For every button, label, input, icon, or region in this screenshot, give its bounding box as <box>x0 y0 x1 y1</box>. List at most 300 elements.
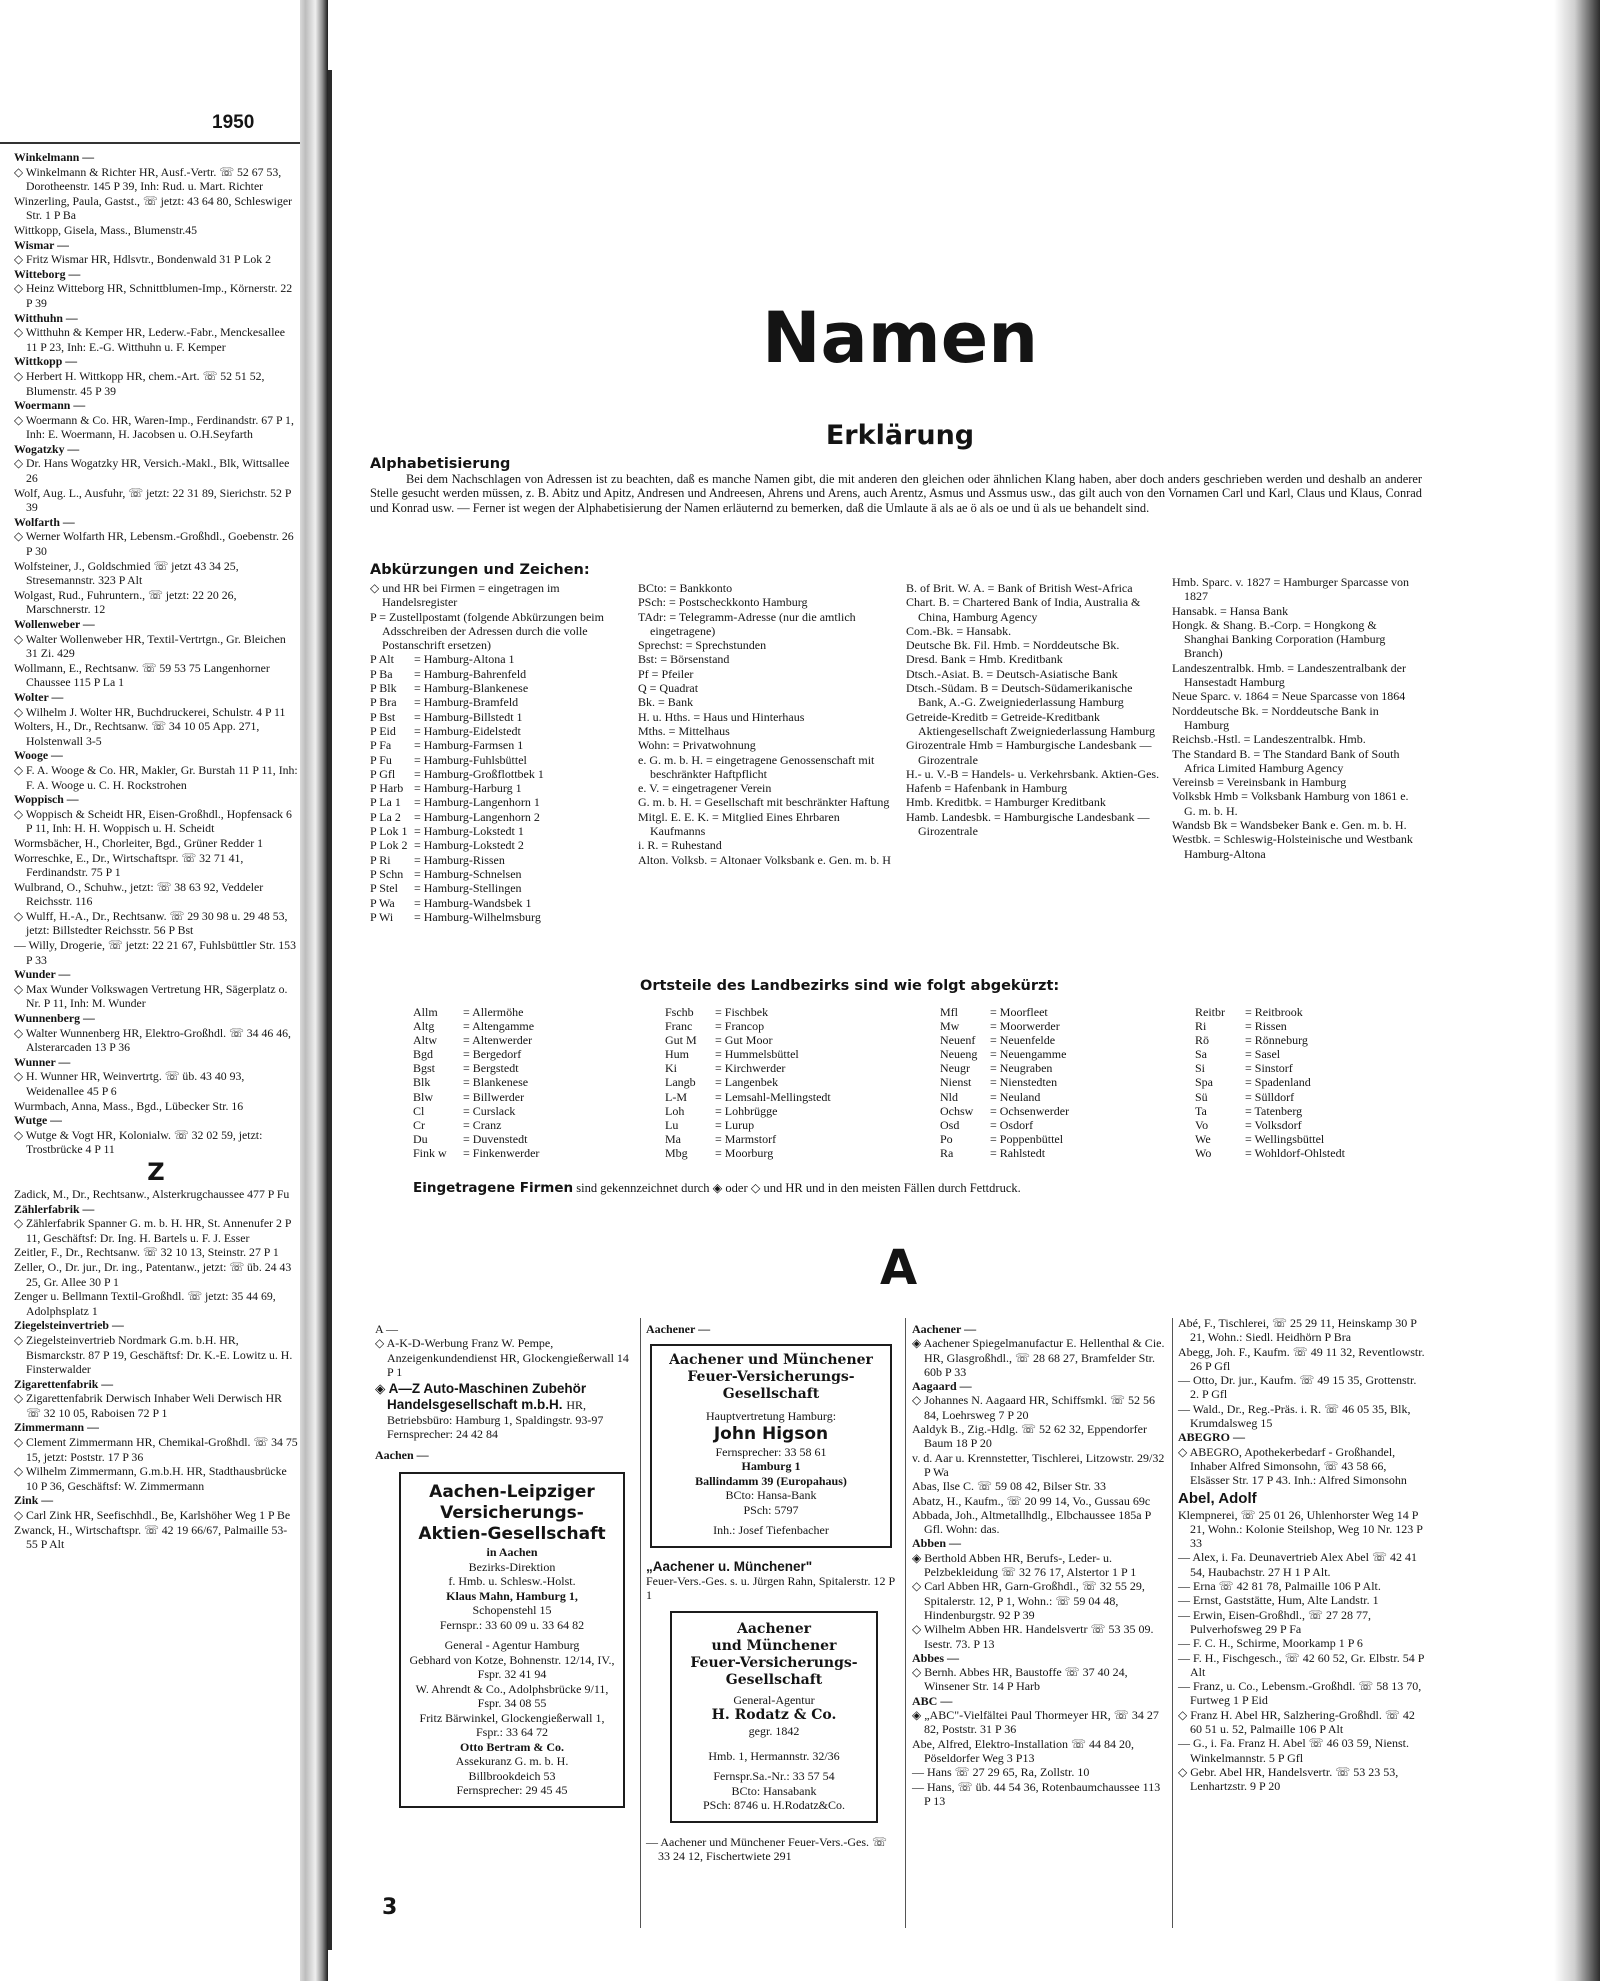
abbr-value: = Bergstedt <box>463 1061 519 1076</box>
directory-entry: Winzerling, Paula, Gastst., ☏ jetzt: 43 64 80, Schleswiger Str. 1 P Ba <box>14 193 293 223</box>
abbr-value: = Gut Moor <box>715 1033 773 1048</box>
directory-entry: Wooge — <box>14 748 63 763</box>
directory-entry: ◇ Walter Wollenweber HR, Textil-Vertrtgn., Gr. Bleichen 31 Zi. 429 <box>14 631 286 661</box>
ort-entry <box>665 1047 905 1061</box>
directory-entry: Abe, Alfred, Elektro-Installation ☏ 44 84 20, Pöseldorfer Weg 3 P13 <box>912 1736 1134 1765</box>
abbr-entry <box>370 853 628 867</box>
abbr-value: = Hamburg-Rissen <box>414 852 505 867</box>
left-page <box>0 0 300 1981</box>
year-header: 1950 <box>212 112 255 133</box>
ad-r-l8: Hmb. 1, Hermannstr. 32/36 <box>708 1748 840 1763</box>
abbr-key: We <box>1195 1131 1211 1146</box>
directory-entry: ◇ Woermann & Co. HR, Waren-Imp., Ferdinandstr. 67 P 1, Inh: E. Woermann, H. Jacobsen u. O.H.Seyfarth <box>14 412 294 442</box>
ad-h-l4: Hauptvertretung Hamburg: <box>705 1409 837 1424</box>
abbr-entry: Wandsb Bk = Wandsbeker Bank e. Gen. m. b. H. <box>1172 818 1407 833</box>
directory-entry: Wurmbach, Anna, Mass., Bgd., Lübecker Str. 16 <box>14 1098 244 1113</box>
abbr-entry: The Standard B. = The Standard Bank of South Africa Limited Hamburg Agency <box>1172 746 1400 775</box>
abbr-key: P Wa <box>370 895 395 910</box>
abbr-value: = Cranz <box>463 1117 502 1132</box>
ort-entry <box>1195 1118 1435 1132</box>
directory-entry: ◇ Winkelmann & Richter HR, Ausf.-Vertr. ☏ 52 67 53, Dorotheenstr. 145 P 39, Inh: Rud. u. Mart. Richter <box>14 164 282 194</box>
abbr-value: = Hamburg-Lokstedt 1 <box>414 824 524 839</box>
abbr-entry <box>370 867 628 881</box>
abbr-value: = Hamburg-Blankenese <box>414 681 529 696</box>
abbr-key: P Alt <box>370 652 394 667</box>
directory-entry: ◇ Carl Abben HR, Garn-Großhdl., ☏ 32 55 29, Spitalerstr. 12, P 1, Wohn.: ☏ 59 04 48, Hindenburgstr. 92 P 39 <box>912 1579 1145 1622</box>
abbr-value: = Tatenberg <box>1245 1103 1303 1118</box>
directory-entry: Wollmann, E., Rechtsanw. ☏ 59 53 75 Langenhorner Chaussee 115 P La 1 <box>14 660 270 690</box>
abbr-value: = Sinstorf <box>1245 1061 1293 1076</box>
aachen-heading: Aachen — <box>375 1447 429 1462</box>
ad-h-l1: Aachener und Münchener <box>669 1352 873 1369</box>
page-number: 3 <box>382 1895 398 1920</box>
ort-entry <box>1195 1005 1435 1019</box>
ort-entry <box>413 1075 613 1089</box>
directory-entry: Wolf, Aug. L., Ausfuhr, ☏ jetzt: 22 31 89, Sierichstr. 52 P 39 <box>14 485 291 515</box>
ort-entry <box>940 1118 1170 1132</box>
ad-al-l8: Schopenstehl 15 <box>472 1603 552 1618</box>
ad-r-l9: Fernspr.Sa.-Nr.: 33 57 54 <box>713 1769 835 1784</box>
z-entries-list <box>14 1187 298 1552</box>
abbr-entry <box>370 667 628 681</box>
ort-entry <box>665 1061 905 1075</box>
directory-entry: — Franz, u. Co., Lebensm.-Großhdl. ☏ 58 13 70, Furtweg 1 P Eid <box>1178 1679 1422 1708</box>
abbr-entry: Hamb. Landesbk. = Hamburgische Landesbank — Girozentrale <box>906 809 1150 839</box>
ad-al-l4: in Aachen <box>486 1545 538 1560</box>
aachener-muenchener-entry <box>646 1560 900 1603</box>
column-divider-2 <box>905 1318 906 1928</box>
directory-entry: Zigarettenfabrik — <box>14 1376 114 1391</box>
directory-entry: ◇ Dr. Hans Wogatzky HR, Versich.-Makl., Blk, Wittsallee 26 <box>14 456 290 486</box>
abbr-entry: Wohn: = Privatwohnung <box>638 738 756 753</box>
ad-r-l6: H. Rodatz & Co. <box>711 1707 837 1724</box>
abbr-entry: Hmb. Sparc. v. 1827 = Hamburger Sparcasse von 1827 <box>1172 575 1410 604</box>
ad-al-l9: Fernspr.: 33 60 09 u. 33 64 82 <box>439 1617 585 1632</box>
abbr-value: = Rahlstedt <box>990 1145 1046 1160</box>
abbr-entry: e. V. = eingetragener Verein <box>638 781 772 796</box>
ad-r-l3: Feuer-Versicherungs- <box>690 1654 858 1671</box>
ad-h-l2: Feuer-Versicherungs- <box>687 1369 855 1386</box>
abbr-entry: B. of Brit. W. A. = Bank of British West-Africa <box>906 581 1133 595</box>
ort-heading: Ortsteile des Landbezirks sind wie folgt abgekürzt: <box>640 978 1060 994</box>
abbr-value: = Billwerder <box>463 1089 525 1104</box>
directory-entry: ◇ F. A. Wooge & Co. HR, Makler, Gr. Burstah 11 P 11, Inh: F. A. Wooge u. C. H. Rockstrohen <box>14 762 298 792</box>
abbr-key: P Lok 2 <box>370 838 408 853</box>
abbr-entry: H.- u. V.-B = Handels- u. Verkehrsbank. Aktien-Ges. <box>906 766 1160 781</box>
abbr-entry <box>370 652 628 666</box>
abbr-value: = Wellingsbüttel <box>1245 1131 1325 1146</box>
directory-entry: — F. H., Fischgesch., ☏ 42 60 52, Gr. Elbstr. 54 P Alt <box>1178 1650 1424 1679</box>
ort-entry <box>1195 1033 1435 1047</box>
ad-h-l3: Gesellschaft <box>722 1386 820 1403</box>
directory-entry: Witthuhn — <box>14 310 78 325</box>
abbr-value: = Langenbek <box>715 1075 779 1090</box>
ort-entry <box>940 1061 1170 1075</box>
ort-entry <box>1195 1104 1435 1118</box>
a-column-3 <box>912 1322 1167 1808</box>
header-rule <box>0 142 300 144</box>
abbr-key: Fink w <box>413 1145 447 1160</box>
directory-entry: Aagaard — <box>912 1379 972 1394</box>
directory-entry: Abbada, Joh., Altmetallhdlg., Elbchaussee 185a P Gfl. Wohn: das. <box>912 1507 1151 1537</box>
ort-column-2 <box>665 1005 905 1160</box>
directory-entry: Zeitler, F., Dr., Rechtsanw. ☏ 32 10 13, Steinstr. 27 P 1 <box>14 1245 279 1260</box>
directory-entry: ◇ Wulff, H.-A., Dr., Rechtsanw. ☏ 29 30 98 u. 29 48 53, jetzt: Billstedter Reichsstr. 56 P Bst <box>14 908 288 938</box>
abbr-entry: Chart. B. = Chartered Bank of India, Australia & China, Hamburg Agency <box>906 595 1141 624</box>
abbr-value: = Moorburg <box>715 1145 774 1160</box>
ort-entry <box>413 1132 613 1146</box>
abbr-value: = Ochsenwerder <box>990 1103 1070 1118</box>
abbr-key: Ki <box>665 1061 677 1076</box>
az-auto-firm <box>375 1381 633 1413</box>
abbr-value: = Kirchwerder <box>715 1061 786 1076</box>
abbr-key: P Eid <box>370 723 396 738</box>
abbr-key: Wo <box>1195 1145 1212 1160</box>
directory-entry: Zimmermann — <box>14 1420 99 1435</box>
abbr-value: = Wohldorf-Ohlstedt <box>1245 1145 1345 1160</box>
abbr-key: Loh <box>665 1103 685 1118</box>
abbr-entry <box>370 767 628 781</box>
az-auto-firm-hr: HR, <box>566 1398 586 1413</box>
abbr-entry <box>370 738 628 752</box>
directory-entry: — Erwin, Eisen-Großhdl., ☏ 27 28 77, Pulverhofsweg 29 P Fa <box>1178 1607 1371 1636</box>
abbr-value: = Curslack <box>463 1103 516 1118</box>
abbr-value: = Hamburg-Altona 1 <box>414 652 515 667</box>
abbr-value: = Hamburg-Langenhorn 1 <box>414 795 540 810</box>
az-auto-firm-name: ◈ A—Z Auto-Maschinen Zubehör Handelsgesellschaft m.b.H. <box>375 1381 587 1413</box>
aachener-muenchener-rest: Feuer-Vers.-Ges. s. u. Jürgen Rahn, Spitalerstr. 12 P 1 <box>646 1574 895 1603</box>
abbr-key: Osd <box>940 1117 960 1132</box>
directory-entry: ◇ ABEGRO, Apothekerbedarf - Großhandel, Inhaber Alfred Simonsohn, ☏ 43 58 66, Elsässer Str. 17 P 43. Inh.: Alfred Simonsohn <box>1178 1444 1407 1488</box>
a-column-2 <box>646 1322 900 1863</box>
abbr-key: Allm <box>413 1005 438 1019</box>
abbr-key: Cr <box>413 1117 425 1132</box>
ort-entry <box>665 1146 905 1160</box>
abbr-entry: Dresd. Bank = Hmb. Kreditbank <box>906 652 1063 667</box>
spine-shadow <box>328 70 332 1950</box>
directory-entry: Ziegelsteinvertrieb — <box>14 1318 124 1333</box>
abbr-key: P La 1 <box>370 795 401 810</box>
abbr-value: = Hamburg-Stellingen <box>414 881 522 896</box>
ort-entry <box>1195 1019 1435 1033</box>
abbr-value: = Hamburg-Farmsen 1 <box>414 738 524 753</box>
abbr-key: Nld <box>940 1089 958 1104</box>
abbr-value: = Reitbrook <box>1245 1005 1303 1019</box>
directory-entry: Zenger u. Bellmann Textil-Großhdl. ☏ jetzt: 35 44 69, Adolphsplatz 1 <box>14 1289 276 1318</box>
abbr-value: = Hamburg-Bahrenfeld <box>414 666 527 681</box>
directory-entry: — Wald., Dr., Reg.-Präs. i. R. ☏ 46 05 35, Blk, Krumdalsweg 15 <box>1178 1401 1411 1431</box>
directory-entry: Wutge — <box>14 1113 62 1128</box>
section-letter-a: A <box>880 1240 918 1296</box>
abbr-key: Bgst <box>413 1061 436 1076</box>
ad-h-l5: John Higson <box>713 1423 829 1444</box>
ad-al-l17: Fernsprecher: 29 45 45 <box>456 1783 568 1798</box>
ad-al-l6: f. Hmb. u. Schlesw.-Holst. <box>448 1574 576 1589</box>
book-spine <box>300 0 328 1981</box>
colD-entries-a <box>1178 1316 1428 1488</box>
abbr-value: = Nienstedten <box>990 1075 1058 1090</box>
ad-al-l7: Klaus Mahn, Hamburg 1, <box>446 1588 578 1603</box>
ort-entry <box>940 1146 1170 1160</box>
directory-entry: Wunner — <box>14 1054 71 1069</box>
abbr-key: Bgd <box>413 1047 434 1062</box>
abbr-entry: Landeszentralbk. Hmb. = Landeszentralbank der Hansestadt Hamburg <box>1172 660 1407 690</box>
directory-entry: ◇ Max Wunder Volkswagen Vertretung HR, Sägerplatz o. Nr. P 11, Inh: M. Wunder <box>14 981 288 1011</box>
directory-entry: Zählerfabrik — <box>14 1201 95 1216</box>
ort-entry <box>665 1118 905 1132</box>
left-entries-column <box>14 150 298 1552</box>
aachener-muenchener-bold: „Aachener u. Münchener" <box>646 1558 813 1574</box>
directory-entry: ◇ Wutge & Vogt HR, Kolonialw. ☏ 32 02 59, jetzt: Trostbrücke 4 P 11 <box>14 1127 263 1157</box>
ort-column-1 <box>413 1005 613 1160</box>
abbr-key: Nienst <box>940 1075 972 1090</box>
abbr-value: = Hamburg-Billstedt 1 <box>414 709 523 724</box>
abbr-entry <box>370 695 628 709</box>
firms-note-bold: Eingetragene Firmen <box>413 1180 574 1196</box>
abbr-value: = Volksdorf <box>1245 1117 1302 1132</box>
colD-entries-b <box>1178 1508 1428 1794</box>
ort-entry <box>413 1090 613 1104</box>
abbr-entry: G. m. b. H. = Gesellschaft mit beschränkter Haftung <box>638 795 890 810</box>
abbr-key: P Blk <box>370 681 397 696</box>
ort-entry <box>940 1132 1170 1146</box>
directory-entry: — Erna ☏ 42 81 78, Palmaille 106 P Alt. <box>1178 1579 1381 1594</box>
directory-entry: Zeller, O., Dr. jur., Dr. ing., Patentanw., jetzt: ☏ üb. 24 43 25, Gr. Allee 30 P 1 <box>14 1259 292 1289</box>
a-column-1 <box>375 1322 633 1808</box>
abbr-value: = Hamburg-Schnelsen <box>414 866 522 881</box>
abbr-value: = Hamburg-Großflottbek 1 <box>414 766 544 781</box>
directory-entry: Wittkopp, Gisela, Mass., Blumenstr.45 <box>14 222 198 237</box>
directory-entry: ◈ Aachener Spiegelmanufactur E. Hellenthal & Cie. HR, Glasgroßhdl., ☏ 28 68 27, Bramfelder Str. 60b P 33 <box>912 1336 1165 1379</box>
aachener-feuer-entry: — Aachener und Münchener Feuer-Vers.-Ges. ☏ 33 24 12, Fischertwiete 291 <box>646 1834 888 1863</box>
abbr-value: = Hummelsbüttel <box>715 1047 799 1062</box>
abbr-entry: Pf = Pfeiler <box>638 666 694 681</box>
a-column-4 <box>1178 1316 1428 1794</box>
directory-entry: — G., i. Fa. Franz H. Abel ☏ 46 03 59, Nienst. Winkelmannstr. 5 P Gfl <box>1178 1736 1409 1765</box>
abbr-value: = Sasel <box>1245 1047 1281 1062</box>
column-divider-1 <box>640 1318 641 1928</box>
directory-entry: Wogatzky — <box>14 441 80 456</box>
ad-al-l15: Assekuranz G. m. b. H. <box>455 1754 569 1769</box>
abbr-entry <box>370 810 628 824</box>
abbr-column-2 <box>638 581 896 867</box>
abbr-key: Lu <box>665 1117 679 1132</box>
abbr-key: Mbg <box>665 1145 688 1160</box>
directory-entry: ◇ Johannes N. Aagaard HR, Schiffsmkl. ☏ 52 56 84, Loehrsweg 7 P 20 <box>912 1393 1155 1422</box>
directory-entry: — Otto, Dr. jur., Kaufm. ☏ 49 15 35, Grottenstr. 2. P Gfl <box>1178 1373 1417 1402</box>
abbr-key: P Fa <box>370 738 392 753</box>
abbr-value: = Osdorf <box>990 1117 1034 1132</box>
abbr-value: = Bergedorf <box>463 1047 522 1062</box>
abbr-key: P Lok 1 <box>370 824 408 839</box>
abbr-value: = Hamburg-Eidelstedt <box>414 723 521 738</box>
directory-entry: ◇ Franz H. Abel HR, Salzhering-Großhdl. ☏ 42 60 51 u. 52, Palmaille 106 P Alt <box>1178 1707 1415 1737</box>
abbr-key: Ma <box>665 1131 681 1146</box>
ort-entry <box>413 1005 613 1019</box>
directory-entry: — Alex, i. Fa. Deunavertrieb Alex Abel ☏ 42 41 54, Haubachstr. 27 H 1 P Alt. <box>1178 1550 1417 1579</box>
abbr-column-3 <box>906 581 1162 838</box>
ad-r-l7: gegr. 1842 <box>748 1724 800 1739</box>
ort-column-3 <box>940 1005 1170 1160</box>
ort-entry <box>1195 1146 1435 1160</box>
abbr-value: = Francop <box>715 1019 765 1034</box>
directory-entry: ◇ Wilhelm Abben HR. Handelsvertr ☏ 53 35 09. Isestr. 73. P 13 <box>912 1622 1154 1651</box>
ad-al-l14: Otto Bertram & Co. <box>460 1739 564 1754</box>
abbr-key: Neueng <box>940 1047 978 1062</box>
directory-entry: ◇ Woppisch & Scheidt HR, Eisen-Großhdl., Hopfensack 6 P 11, Inh: H. H. Woppisch u. H. Scheidt <box>14 806 292 836</box>
abbr-key: Sü <box>1195 1089 1208 1104</box>
abbr-entry <box>370 753 628 767</box>
abbr-entry: Dtsch.-Asiat. B. = Deutsch-Asiatische Bank <box>906 666 1118 681</box>
abbr-key: Reitbr <box>1195 1005 1225 1019</box>
abbr-key: Gut M <box>665 1033 697 1048</box>
ad-h-l9: BCto: Hansa-Bank <box>725 1488 817 1503</box>
page-subtitle: Erklärung <box>825 420 975 451</box>
ort-entry <box>665 1005 905 1019</box>
ort-entry <box>665 1132 905 1146</box>
directory-entry: Wollenweber — <box>14 617 95 631</box>
abbr-key: Vo <box>1195 1117 1209 1132</box>
abbr-entry: ◇ und HR bei Firmen = eingetragen im Handelsregister <box>370 581 560 610</box>
directory-entry: Wismar — <box>14 237 69 252</box>
directory-entry: Witteborg — <box>14 266 81 281</box>
ort-entry <box>1195 1075 1435 1089</box>
directory-entry: Abatz, H., Kaufm., ☏ 20 99 14, Vo., Gussau 69c <box>912 1493 1151 1508</box>
abbr-column-1 <box>370 581 628 924</box>
abbr-key: Fschb <box>665 1005 694 1019</box>
abbr-value: = Altenwerder <box>463 1033 533 1048</box>
abbr-key: P Fu <box>370 752 392 767</box>
firms-note <box>413 1180 1423 1196</box>
ort-entry <box>665 1075 905 1089</box>
abbr-key: P Stel <box>370 881 398 896</box>
abbr-value: = Neuenfelde <box>990 1033 1056 1048</box>
ad-al-l11: Gebhard von Kotze, Bohnenstr. 12/14, IV., Fspr. 32 41 94 <box>409 1652 615 1682</box>
abbr-value: = Hamburg-Wilhelmsburg <box>414 909 541 924</box>
abbr-key: P Schn <box>370 866 404 881</box>
abbr-value: = Hamburg-Bramfeld <box>414 695 519 710</box>
directory-entry: ◇ Carl Zink HR, Seefischhdl., Be, Karlshöher Weg 1 P Be <box>14 1508 291 1523</box>
abbr-value: = Neugraben <box>990 1061 1053 1076</box>
directory-entry: Wittkopp — <box>14 354 78 369</box>
abbr-entry: Sprechst: = Sprechstunden <box>638 638 767 653</box>
abbr-key: Neuenf <box>940 1033 976 1048</box>
ort-entry <box>413 1146 613 1160</box>
ort-entry <box>665 1019 905 1033</box>
ad-al-l13: Fritz Bärwinkel, Glockengießerwall 1, Fspr.: 33 64 72 <box>419 1710 605 1740</box>
ort-entry <box>665 1090 905 1104</box>
directory-entry: ◇ A-K-D-Werbung Franz W. Pempe, Anzeigenkundendienst HR, Glockengießerwall 14 P 1 <box>375 1336 629 1379</box>
abbr-entry: Hansabk. = Hansa Bank <box>1172 603 1289 618</box>
ad-h-l10: PSch: 5797 <box>743 1502 799 1517</box>
section-letter-z: Z <box>147 1157 165 1186</box>
directory-entry: Aachener — <box>912 1322 977 1336</box>
abbr-key: P Ba <box>370 666 393 681</box>
directory-entry: ◇ Zigarettenfabrik Derwisch Inhaber Weli Derwisch HR ☏ 32 10 05, Raboisen 72 P 1 <box>14 1391 282 1420</box>
abel-adolf-heading: Abel, Adolf <box>1178 1489 1257 1507</box>
directory-entry: Abé, F., Tischlerei, ☏ 25 29 11, Heinskamp 30 P 21, Wohn.: Siedl. Heidhörn P Bra <box>1178 1316 1417 1345</box>
directory-entry: ABEGRO — <box>1178 1430 1246 1445</box>
abbr-entry <box>370 838 628 852</box>
abbr-value: = Altengamme <box>463 1019 535 1034</box>
abbr-entry <box>370 881 628 895</box>
abbr-key: Spa <box>1195 1075 1213 1090</box>
abbr-heading: Abkürzungen und Zeichen: <box>370 562 590 578</box>
abbr-entry: Westbk. = Schleswig-Holsteinische und Westbank Hamburg-Altona <box>1172 832 1413 861</box>
directory-entry: ◇ Wilhelm Zimmermann, G.m.b.H. HR, Stadthausbrücke 10 P 36, Geschäftsf: W. Zimmermann <box>14 1464 287 1493</box>
ort-entry <box>413 1118 613 1132</box>
ort-entry <box>413 1033 613 1047</box>
directory-entry: Woppisch — <box>14 792 79 807</box>
ad-al-l16: Billbrookdeich 53 <box>468 1768 556 1783</box>
ad-r-l10: BCto: Hansabank <box>731 1783 817 1798</box>
abbr-key: Po <box>940 1131 953 1146</box>
abbr-key: Altg <box>413 1019 435 1034</box>
directory-entry: — Hans ☏ 27 29 65, Ra, Zollstr. 10 <box>912 1765 1090 1780</box>
abbr-entry: Com.-Bk. = Hansabk. <box>906 623 1012 638</box>
ad-al-l10: General - Agentur Hamburg <box>444 1638 580 1653</box>
ad-r-l11: PSch: 8746 u. H.Rodatz&Co. <box>702 1798 845 1813</box>
abbr-entry: Girozentrale Hmb = Hamburgische Landesbank — Girozentrale <box>906 738 1152 767</box>
abbr-key: Rö <box>1195 1033 1210 1048</box>
ort-entry <box>940 1005 1170 1019</box>
ad-h-l8: Ballindamm 39 (Europahaus) <box>695 1473 847 1488</box>
abbr-entry <box>370 724 628 738</box>
ort-entry <box>665 1033 905 1047</box>
alpha-heading: Alphabetisierung <box>370 456 511 472</box>
ad-r-l1: Aachener <box>736 1620 811 1637</box>
directory-entry: ◇ H. Wunner HR, Weinvertrtg. ☏ üb. 43 40 93, Weidenallee 45 P 6 <box>14 1069 245 1098</box>
abbr-key: Ochsw <box>940 1103 974 1118</box>
abbr-entry: PSch: = Postscheckkonto Hamburg <box>638 595 808 610</box>
abbr-key: L-M <box>665 1089 687 1104</box>
ort-entry <box>940 1104 1170 1118</box>
abbr-entry: Hafenb = Hafenbank in Hamburg <box>906 781 1068 796</box>
ad-al-l1: Aachen-Leipziger <box>429 1482 595 1503</box>
ad-al-l3: Aktien-Gesellschaft <box>418 1524 606 1545</box>
ort-entry <box>665 1104 905 1118</box>
directory-entry: ◇ Ziegelsteinvertrieb Nordmark G.m. b.H. HR, Bismarckstr. 87 P 19, Geschäftsf: Dr. K.-E. Lowitz u. H. Finsterwalder <box>14 1332 293 1377</box>
directory-entry: — Willy, Drogerie, ☏ jetzt: 22 21 67, Fuhlsbüttler Str. 153 P 33 <box>14 938 296 967</box>
abbr-key: Sa <box>1195 1047 1207 1062</box>
ad-h-l6: Fernsprecher: 33 58 61 <box>715 1444 827 1459</box>
abbr-entry <box>370 781 628 795</box>
directory-entry: Wolfsteiner, J., Goldschmied ☏ jetzt 43 34 25, Stresemannstr. 323 P Alt <box>14 558 239 588</box>
abbr-key: Altw <box>413 1033 437 1048</box>
abbr-key: P Bra <box>370 695 397 710</box>
colA-entries <box>375 1322 633 1379</box>
ad-rodatz <box>670 1611 878 1823</box>
abbr-value: = Lohbrügge <box>715 1103 778 1118</box>
directory-entry: Worreschke, E., Dr., Wirtschaftspr. ☏ 32 71 41, Ferdinandstr. 75 P 1 <box>14 850 244 880</box>
abbr-key: P Bst <box>370 709 396 724</box>
directory-entry: v. d. Aar u. Krennstetter, Tischlerei, Litzowstr. 29/32 P Wa <box>912 1450 1165 1479</box>
directory-entry: Wunder — <box>14 967 71 982</box>
abbr-entry: Hongk. & Shang. B.-Corp. = Hongkong & Shanghai Banking Corporation (Hamburg Branch) <box>1172 617 1386 661</box>
directory-entry: ◈ „ABC"-Vielfältei Paul Thormeyer HR, ☏ 34 27 82, Poststr. 31 P 36 <box>912 1708 1159 1737</box>
column-divider-3 <box>1172 1318 1173 1928</box>
directory-entry: — Ernst, Gaststätte, Hum, Alte Landstr. 1 <box>1178 1593 1379 1608</box>
abbr-key: Franc <box>665 1019 693 1034</box>
abbr-key: Mfl <box>940 1005 958 1019</box>
ad-al-l5: Bezirks-Direktion <box>468 1559 556 1574</box>
directory-entry: Wormsbächer, H., Chorleiter, Bgd., Grüner Redder 1 <box>14 835 264 850</box>
directory-entry: Wolter — <box>14 689 64 704</box>
directory-entry: ABC — <box>912 1693 953 1708</box>
firms-note-text: sind gekennzeichnet durch ◈ oder ◇ und HR und in den meisten Fällen durch Fettdruck. <box>576 1181 1021 1195</box>
abbr-entry: TAdr: = Telegramm-Adresse (nur die amtlich eingetragene) <box>638 609 856 638</box>
abbr-entry: Vereinsb = Vereinsbank in Hamburg <box>1172 775 1347 790</box>
